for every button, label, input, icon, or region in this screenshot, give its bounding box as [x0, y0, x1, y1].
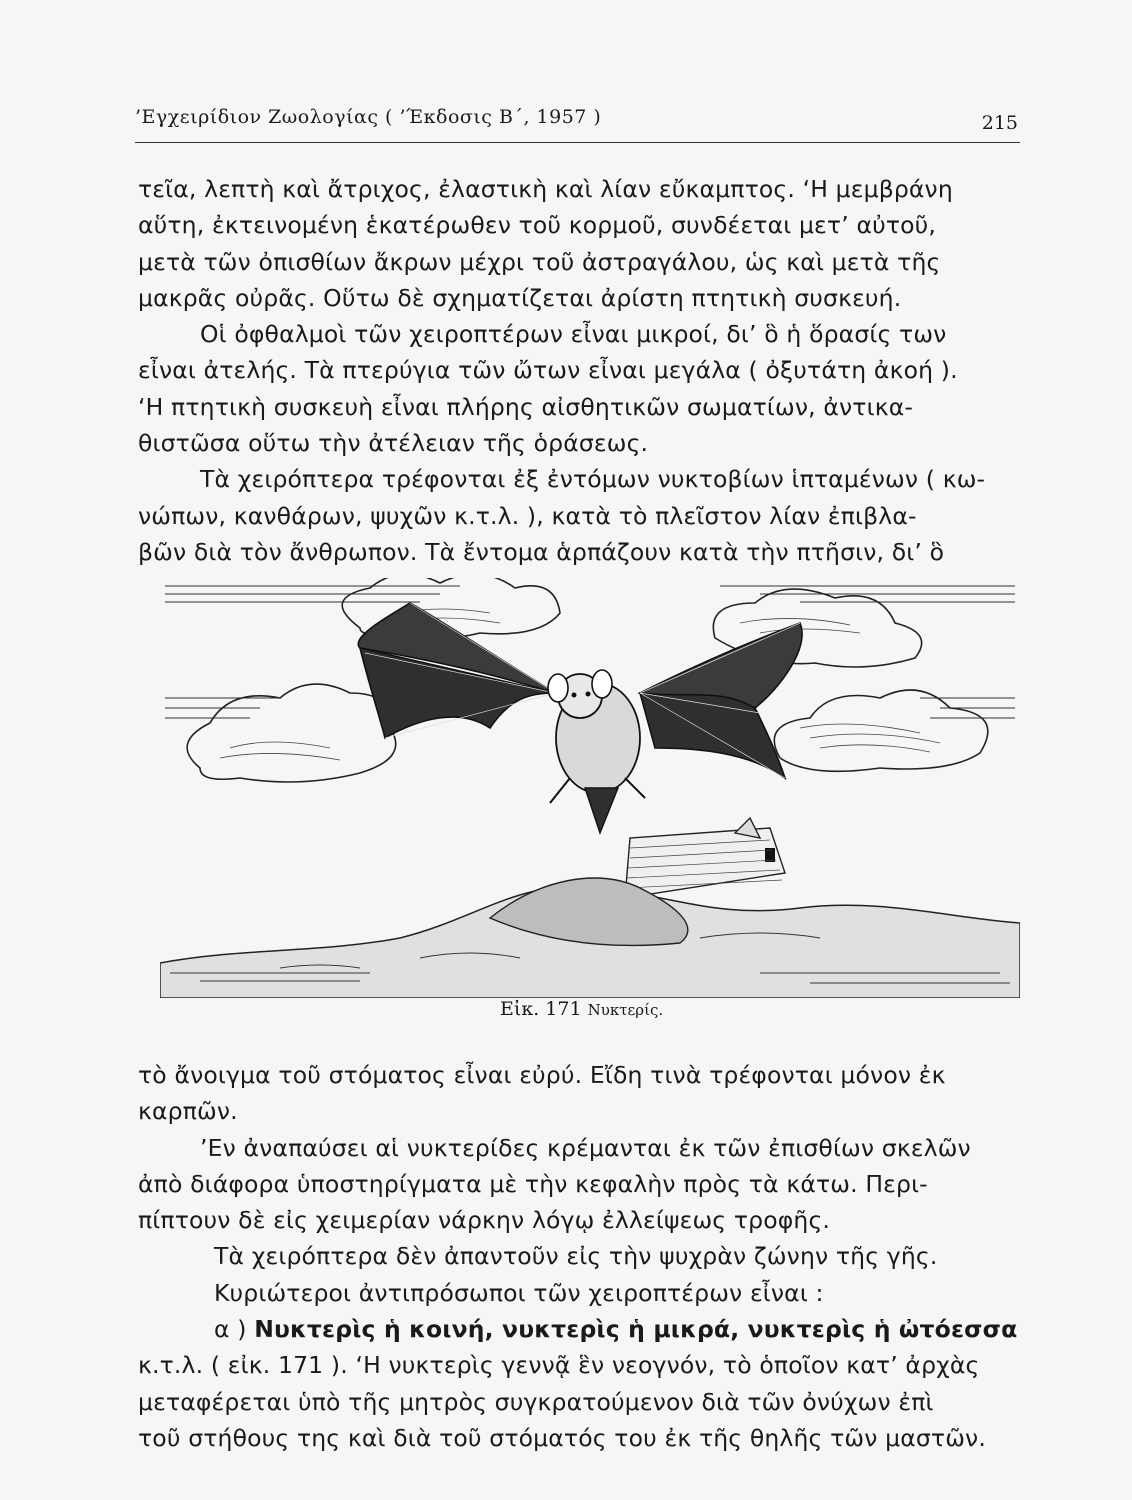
text-top [138, 171, 1023, 570]
paragraph-line: Τὰ χειρόπτερα τρέφονται ἐξ ἐντόμων νυκτοβίων ἱπταμένων ( κω- [200, 465, 986, 494]
page-number: 215 [981, 112, 1018, 134]
paragraph-line: μακρᾶς οὐρᾶς. Οὕτω δὲ σχηματίζεται ἀρίστη πτητικὴ συσκευή. [138, 283, 902, 312]
paragraph-line: νώπων, κανθάρων, ψυχῶν κ.τ.λ. ), κατὰ τὸ πλεῖστον λίαν ἐπιβλα- [138, 501, 917, 530]
caption-title: Νυκτερίς. [587, 1001, 664, 1019]
paragraph-line: Τὰ χειρόπτερα δὲν ἀπαντοῦν εἰς τὴν ψυχρὰν ζώνην τῆς γῆς. [214, 1242, 938, 1271]
paragraph-line: θιστῶσα οὕτω τὴν ἀτέλειαν τῆς ὁράσεως. [138, 429, 649, 458]
paragraph-line: κ.τ.λ. ( εἰκ. 171 ). ‘Η νυκτερὶς γεννᾷ ἓν νεογνόν, τὸ ὁποῖον κατ’ ἀρχὰς [138, 1351, 980, 1380]
header-title: ’Εγχειρίδιον Ζωολογίας ( ’Έκδοσις Β΄, 1957 ) [135, 106, 602, 128]
paragraph-line: μετὰ τῶν ὀπισθίων ἄκρων μέχρι τοῦ ἀστραγάλου, ὡς καὶ μετὰ τῆς [138, 247, 941, 276]
bat-illustration [160, 578, 1020, 998]
paragraph-line: εἶναι ἀτελής. Τὰ πτερύγια τῶν ὤτων εἶναι μεγάλα ( ὀξυτάτη ἀκοή ). [138, 356, 958, 385]
paragraph-line: καρπῶν. [138, 1097, 238, 1126]
paragraph-line: πίπτουν δὲ εἰς χειμερίαν νάρκην λόγῳ ἐλλείψεως τροφῆς. [138, 1206, 831, 1235]
paragraph-line: Κυριώτεροι ἀντιπρόσωποι τῶν χειροπτέρων εἶναι : [214, 1278, 824, 1307]
list-item-a [138, 1311, 1023, 1347]
paragraph-line: Οἱ ὀφθαλμοὶ τῶν χειροπτέρων εἶναι μικροί, δι’ ὃ ἡ ὅρασίς των [200, 320, 947, 349]
paragraph-line: μεταφέρεται ὑπὸ τῆς μητρὸς συγκρατούμενον διὰ τῶν ὀνύχων ἐπὶ [138, 1387, 934, 1416]
paragraph-line: αὕτη, ἐκτεινομένη ἑκατέρωθεν τοῦ κορμοῦ, συνδέεται μετ’ αὐτοῦ, [138, 211, 937, 240]
caption-label: Εἰκ. 171 [500, 998, 588, 1020]
figure-caption [500, 998, 663, 1020]
running-header [135, 100, 1020, 143]
paragraph-line: ‘Η πτητικὴ συσκευὴ εἶναι πλήρης αἰσθητικῶν σωματίων, ἀντικα- [138, 392, 913, 421]
paragraph-line: τὸ ἄνοιγμα τοῦ στόματος εἶναι εὐρύ. Εἴδη τινὰ τρέφονται μόνον ἐκ [138, 1061, 946, 1089]
paragraph-line: τοῦ στήθους της καὶ διὰ τοῦ στόματός του ἐκ τῆς θηλῆς τῶν μαστῶν. [138, 1423, 986, 1452]
text-bottom [138, 1057, 1023, 1456]
paragraph-line: ’Εν ἀναπαύσει αἱ νυκτερίδες κρέμανται ἐκ τῶν ἐπισθίων σκελῶν [200, 1133, 971, 1162]
item-species-names: Νυκτερὶς ἡ κοινή, νυκτερὶς ἡ μικρά, νυκτερὶς ἡ ὠτόεσσα [254, 1315, 1018, 1344]
item-label: α ) [214, 1315, 255, 1344]
paragraph-line: τεῖα, λεπτὴ καὶ ἄτριχος, ἐλαστικὴ καὶ λίαν εὔκαμπτος. ‘Η μεμβράνη [138, 175, 953, 203]
paragraph-line: ἀπὸ διάφορα ὑποστηρίγματα μὲ τὴν κεφαλὴν πρὸς τὰ κάτω. Περι- [138, 1169, 928, 1198]
paragraph-line: βῶν διὰ τὸν ἄνθρωπον. Τὰ ἔντομα ἁρπάζουν κατὰ τὴν πτῆσιν, δι’ ὃ [138, 537, 945, 566]
